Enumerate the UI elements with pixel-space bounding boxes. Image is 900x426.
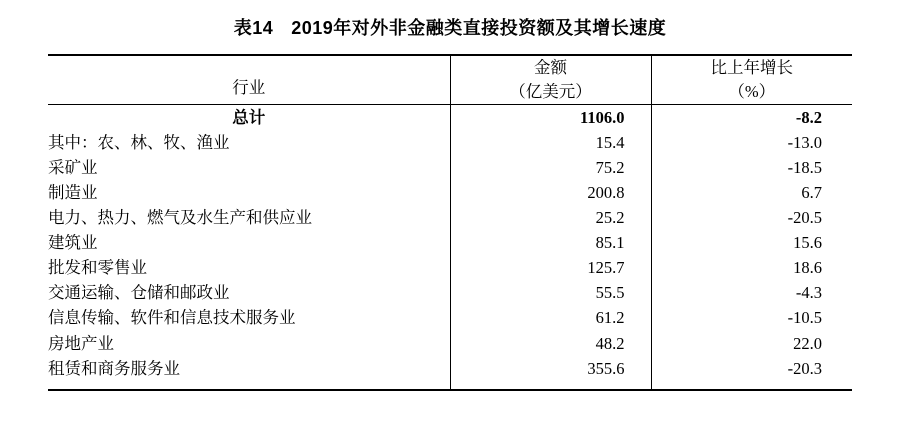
statistics-table (48, 54, 852, 391)
row-label: 采矿业 (48, 155, 450, 180)
row-growth: -10.5 (787, 308, 822, 328)
row-label: 批发和零售业 (48, 255, 450, 280)
table-row-total (48, 104, 852, 130)
table-container (48, 54, 852, 391)
row-label-total: 总计 (48, 104, 450, 130)
row-amount: 200.8 (450, 180, 651, 205)
row-label: 电力、热力、燃气及水生产和供应业 (48, 205, 450, 230)
table-title-text: 2019年对外非金融类直接投资额及其增长速度 (291, 18, 667, 38)
header-cell-industry (48, 55, 450, 104)
header-amount-line1: 金额 (534, 58, 567, 77)
table-number: 表14 (233, 18, 274, 38)
row-amount: 75.2 (450, 155, 651, 180)
header-industry-label: 行业 (232, 77, 266, 97)
table-row (48, 331, 852, 356)
table-header-row (48, 55, 852, 104)
bottom-rule-amount (450, 381, 651, 390)
row-growth: 22.0 (793, 333, 822, 353)
table-row (48, 356, 852, 381)
table-row (48, 305, 852, 330)
row-growth: -4.3 (795, 283, 822, 303)
row-label: 建筑业 (48, 230, 450, 255)
row-amount: 125.7 (450, 255, 651, 280)
row-label: 信息传输、软件和信息技术服务业 (48, 305, 450, 330)
table-row (48, 255, 852, 280)
header-growth-line1: 比上年增长 (710, 58, 793, 77)
row-label: 房地产业 (48, 331, 450, 356)
table-bottom-rule (48, 381, 852, 390)
row-amount-total: 1106.0 (450, 104, 651, 130)
table-row (48, 130, 852, 155)
row-growth: -18.5 (787, 158, 822, 177)
row-growth: 6.7 (801, 183, 822, 203)
bottom-rule-industry (48, 381, 450, 390)
row-label: 制造业 (48, 180, 450, 205)
row-label: 租赁和商务服务业 (48, 356, 450, 381)
row-amount: 355.6 (450, 356, 651, 381)
row-growth: 15.6 (793, 233, 822, 253)
table-body (48, 55, 852, 390)
header-cell-growth (651, 55, 852, 104)
page-title (0, 0, 900, 54)
row-label: 其中：农、林、牧、渔业 (48, 130, 450, 155)
table-row (48, 180, 852, 205)
row-amount: 61.2 (450, 305, 651, 330)
table-row (48, 280, 852, 305)
row-amount: 15.4 (450, 130, 651, 155)
row-amount: 55.5 (450, 280, 651, 305)
row-growth-total: -8.2 (795, 107, 822, 127)
row-amount: 85.1 (450, 230, 651, 255)
row-growth: -20.5 (787, 208, 822, 228)
row-label: 交通运输、仓储和邮政业 (48, 280, 450, 305)
row-amount: 25.2 (450, 205, 651, 230)
row-growth: -13.0 (787, 132, 822, 152)
header-cell-amount (450, 55, 651, 104)
table-row (48, 230, 852, 255)
row-amount: 48.2 (450, 331, 651, 356)
row-growth: -20.3 (787, 358, 822, 378)
row-growth: 18.6 (793, 258, 822, 278)
table-row (48, 155, 852, 180)
header-growth-line2: （%） (728, 81, 776, 101)
header-amount-line2: （亿美元） (509, 81, 592, 101)
bottom-rule-growth (651, 381, 852, 390)
table-row (48, 205, 852, 230)
